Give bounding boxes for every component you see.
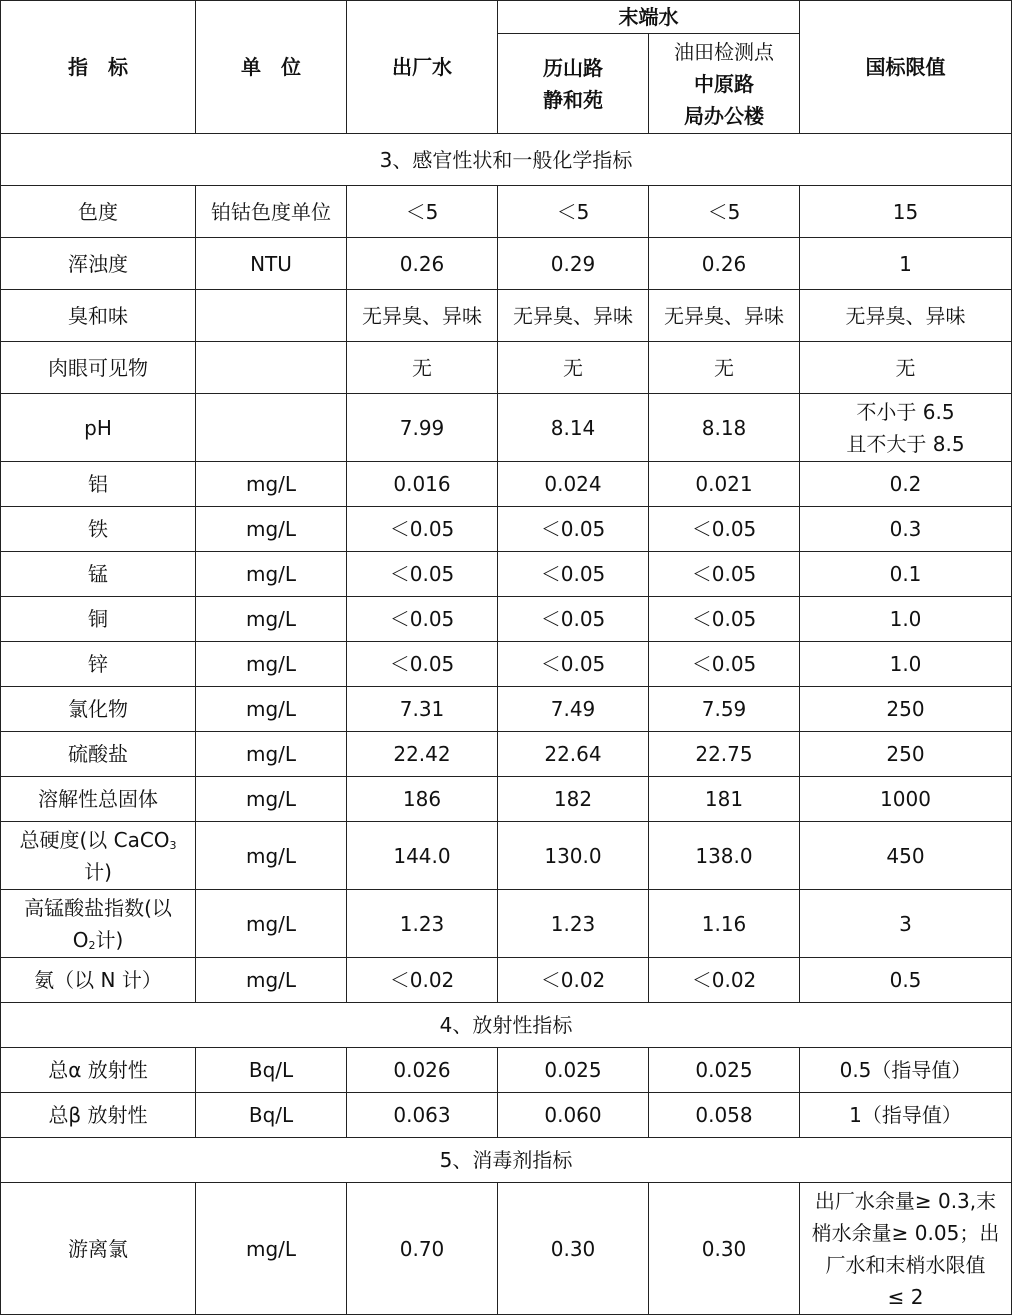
terminal-b-value: 无异臭、异味 xyxy=(649,290,800,342)
terminal-a-value: 182 xyxy=(498,777,649,822)
section-row xyxy=(1,1003,1012,1048)
indicator-name-line2 xyxy=(3,924,193,956)
factory-value: 无 xyxy=(347,342,498,394)
table-row xyxy=(1,958,1012,1003)
terminal-a-value: 0.060 xyxy=(498,1093,649,1138)
unit-cell xyxy=(196,394,347,462)
terminal-a-value: ＜5 xyxy=(498,186,649,238)
factory-value: ＜0.02 xyxy=(347,958,498,1003)
limit-value: 0.5（指导值） xyxy=(800,1048,1012,1093)
indicator-name-text: 计) xyxy=(95,927,124,952)
header-unit: 单 位 xyxy=(196,1,347,134)
header-terminal-b-line1: 油田检测点 xyxy=(674,39,774,64)
indicator-name: 锰 xyxy=(1,552,196,597)
table-row xyxy=(1,732,1012,777)
unit-cell: mg/L xyxy=(196,732,347,777)
indicator-name-text: O xyxy=(72,927,89,952)
factory-value: ＜5 xyxy=(347,186,498,238)
limit-value: 1000 xyxy=(800,777,1012,822)
factory-value: ＜0.05 xyxy=(347,552,498,597)
table-row xyxy=(1,777,1012,822)
terminal-b-value: 8.18 xyxy=(649,394,800,462)
unit-cell: mg/L xyxy=(196,597,347,642)
indicator-name-line1 xyxy=(3,824,193,856)
section-row xyxy=(1,1138,1012,1183)
factory-value: 186 xyxy=(347,777,498,822)
table-row xyxy=(1,1093,1012,1138)
header-terminal-b-line3: 局办公楼 xyxy=(684,103,764,128)
limit-value: 1.0 xyxy=(800,642,1012,687)
terminal-b-value: 0.021 xyxy=(649,462,800,507)
factory-value: 0.026 xyxy=(347,1048,498,1093)
header-terminal-b-line2: 中原路 xyxy=(694,71,754,96)
terminal-a-value: 1.23 xyxy=(498,890,649,958)
limit-value: 1（指导值） xyxy=(800,1093,1012,1138)
table-row xyxy=(1,342,1012,394)
section-row xyxy=(1,134,1012,186)
limit-value: 无 xyxy=(800,342,1012,394)
limit-value: 450 xyxy=(800,822,1012,890)
terminal-a-value: 7.49 xyxy=(498,687,649,732)
terminal-a-value: 无 xyxy=(498,342,649,394)
indicator-name: 总β 放射性 xyxy=(1,1093,196,1138)
limit-value: 250 xyxy=(800,732,1012,777)
unit-cell: mg/L xyxy=(196,687,347,732)
indicator-name: 氯化物 xyxy=(1,687,196,732)
table-row xyxy=(1,687,1012,732)
terminal-b-value: 0.025 xyxy=(649,1048,800,1093)
indicator-name: 色度 xyxy=(1,186,196,238)
table-row xyxy=(1,238,1012,290)
limit-value: 15 xyxy=(800,186,1012,238)
limit-line: 且不大于 8.5 xyxy=(846,431,965,456)
indicator-name: 浑浊度 xyxy=(1,238,196,290)
table-header xyxy=(1,1,1012,134)
indicator-name: 肉眼可见物 xyxy=(1,342,196,394)
terminal-a-value: 22.64 xyxy=(498,732,649,777)
terminal-a-value: 0.30 xyxy=(498,1183,649,1315)
indicator-name: 臭和味 xyxy=(1,290,196,342)
terminal-b-value: ＜5 xyxy=(649,186,800,238)
table-row xyxy=(1,1048,1012,1093)
header-terminal-a-line1: 历山路 xyxy=(543,55,603,80)
terminal-a-value: 0.29 xyxy=(498,238,649,290)
factory-value: 7.99 xyxy=(347,394,498,462)
limit-value: 0.1 xyxy=(800,552,1012,597)
indicator-name: pH xyxy=(1,394,196,462)
terminal-b-value: ＜0.05 xyxy=(649,642,800,687)
indicator-name: 锌 xyxy=(1,642,196,687)
table-row xyxy=(1,822,1012,890)
limit-value: 250 xyxy=(800,687,1012,732)
unit-cell: mg/L xyxy=(196,822,347,890)
terminal-a-value: 0.024 xyxy=(498,462,649,507)
table-row xyxy=(1,1183,1012,1315)
terminal-a-value: 130.0 xyxy=(498,822,649,890)
terminal-b-value: 0.30 xyxy=(649,1183,800,1315)
indicator-name: 氨（以 N 计） xyxy=(1,958,196,1003)
limit-value: 1.0 xyxy=(800,597,1012,642)
terminal-b-value: ＜0.05 xyxy=(649,507,800,552)
limit-line: 厂水和末梢水限值 xyxy=(825,1252,986,1277)
terminal-b-value: 0.058 xyxy=(649,1093,800,1138)
limit-line: 不小于 6.5 xyxy=(856,399,955,424)
terminal-b-value: 22.75 xyxy=(649,732,800,777)
factory-value: 0.016 xyxy=(347,462,498,507)
table-row xyxy=(1,290,1012,342)
factory-value: 7.31 xyxy=(347,687,498,732)
indicator-name xyxy=(1,822,196,890)
limit-value: 0.3 xyxy=(800,507,1012,552)
limit-value: 0.2 xyxy=(800,462,1012,507)
table-row xyxy=(1,462,1012,507)
table-row xyxy=(1,642,1012,687)
terminal-a-value: 0.025 xyxy=(498,1048,649,1093)
factory-value: 22.42 xyxy=(347,732,498,777)
unit-cell: mg/L xyxy=(196,507,347,552)
terminal-a-value: 无异臭、异味 xyxy=(498,290,649,342)
table-row xyxy=(1,394,1012,462)
limit-value: 1 xyxy=(800,238,1012,290)
terminal-b-value: 7.59 xyxy=(649,687,800,732)
unit-cell: mg/L xyxy=(196,890,347,958)
unit-cell xyxy=(196,290,347,342)
indicator-name: 溶解性总固体 xyxy=(1,777,196,822)
terminal-b-value: 1.16 xyxy=(649,890,800,958)
indicator-name: 硫酸盐 xyxy=(1,732,196,777)
terminal-b-value: 181 xyxy=(649,777,800,822)
header-terminal-oilfield xyxy=(649,34,800,134)
factory-value: 0.063 xyxy=(347,1093,498,1138)
section-title-radioactivity: 4、放射性指标 xyxy=(1,1003,1012,1048)
factory-value: 0.70 xyxy=(347,1183,498,1315)
unit-cell: Bq/L xyxy=(196,1048,347,1093)
limit-value: 无异臭、异味 xyxy=(800,290,1012,342)
table-row xyxy=(1,597,1012,642)
unit-cell: mg/L xyxy=(196,1183,347,1315)
factory-value: 144.0 xyxy=(347,822,498,890)
unit-cell xyxy=(196,342,347,394)
header-terminal-a-line2: 静和苑 xyxy=(543,87,603,112)
limit-line: 梢水余量≥ 0.05；出 xyxy=(811,1220,1000,1245)
terminal-b-value: 0.26 xyxy=(649,238,800,290)
terminal-a-value: ＜0.05 xyxy=(498,597,649,642)
limit-value xyxy=(800,394,1012,462)
unit-cell: mg/L xyxy=(196,777,347,822)
terminal-a-value: ＜0.05 xyxy=(498,552,649,597)
terminal-b-value: 无 xyxy=(649,342,800,394)
factory-value: ＜0.05 xyxy=(347,597,498,642)
indicator-name xyxy=(1,890,196,958)
limit-line: ≤ 2 xyxy=(887,1284,924,1309)
limit-value: 0.5 xyxy=(800,958,1012,1003)
indicator-name: 铜 xyxy=(1,597,196,642)
unit-cell: Bq/L xyxy=(196,1093,347,1138)
indicator-name: 游离氯 xyxy=(1,1183,196,1315)
indicator-name-line1: 高锰酸盐指数(以 xyxy=(24,895,172,920)
terminal-a-value: ＜0.05 xyxy=(498,507,649,552)
factory-value: 无异臭、异味 xyxy=(347,290,498,342)
header-terminal-lishan xyxy=(498,34,649,134)
unit-cell: mg/L xyxy=(196,462,347,507)
factory-value: ＜0.05 xyxy=(347,507,498,552)
indicator-name-line2: 计) xyxy=(84,859,112,884)
terminal-b-value: ＜0.05 xyxy=(649,552,800,597)
limit-line: 出厂水余量≥ 0.3,末 xyxy=(814,1188,997,1213)
limit-value: 3 xyxy=(800,890,1012,958)
section-title-disinfectant: 5、消毒剂指标 xyxy=(1,1138,1012,1183)
subscript: 2 xyxy=(88,938,96,952)
indicator-name-text: 总硬度(以 CaCO xyxy=(19,827,170,852)
terminal-b-value: 138.0 xyxy=(649,822,800,890)
limit-value xyxy=(800,1183,1012,1315)
table-row xyxy=(1,890,1012,958)
section-title-sensory: 3、感官性状和一般化学指标 xyxy=(1,134,1012,186)
indicator-name: 铝 xyxy=(1,462,196,507)
unit-cell: mg/L xyxy=(196,552,347,597)
indicator-name: 铁 xyxy=(1,507,196,552)
header-terminal-water: 末端水 xyxy=(498,1,800,34)
unit-cell: NTU xyxy=(196,238,347,290)
header-indicator: 指 标 xyxy=(1,1,196,134)
unit-cell: mg/L xyxy=(196,642,347,687)
table-row xyxy=(1,186,1012,238)
factory-value: ＜0.05 xyxy=(347,642,498,687)
terminal-a-value: 8.14 xyxy=(498,394,649,462)
terminal-b-value: ＜0.05 xyxy=(649,597,800,642)
table-row xyxy=(1,507,1012,552)
unit-cell: 铂钴色度单位 xyxy=(196,186,347,238)
terminal-b-value: ＜0.02 xyxy=(649,958,800,1003)
header-factory-water: 出厂水 xyxy=(347,1,498,134)
unit-cell: mg/L xyxy=(196,958,347,1003)
header-national-limit: 国标限值 xyxy=(800,1,1012,134)
indicator-name: 总α 放射性 xyxy=(1,1048,196,1093)
subscript: 3 xyxy=(169,838,177,852)
table-row xyxy=(1,552,1012,597)
terminal-a-value: ＜0.05 xyxy=(498,642,649,687)
factory-value: 0.26 xyxy=(347,238,498,290)
terminal-a-value: ＜0.02 xyxy=(498,958,649,1003)
factory-value: 1.23 xyxy=(347,890,498,958)
